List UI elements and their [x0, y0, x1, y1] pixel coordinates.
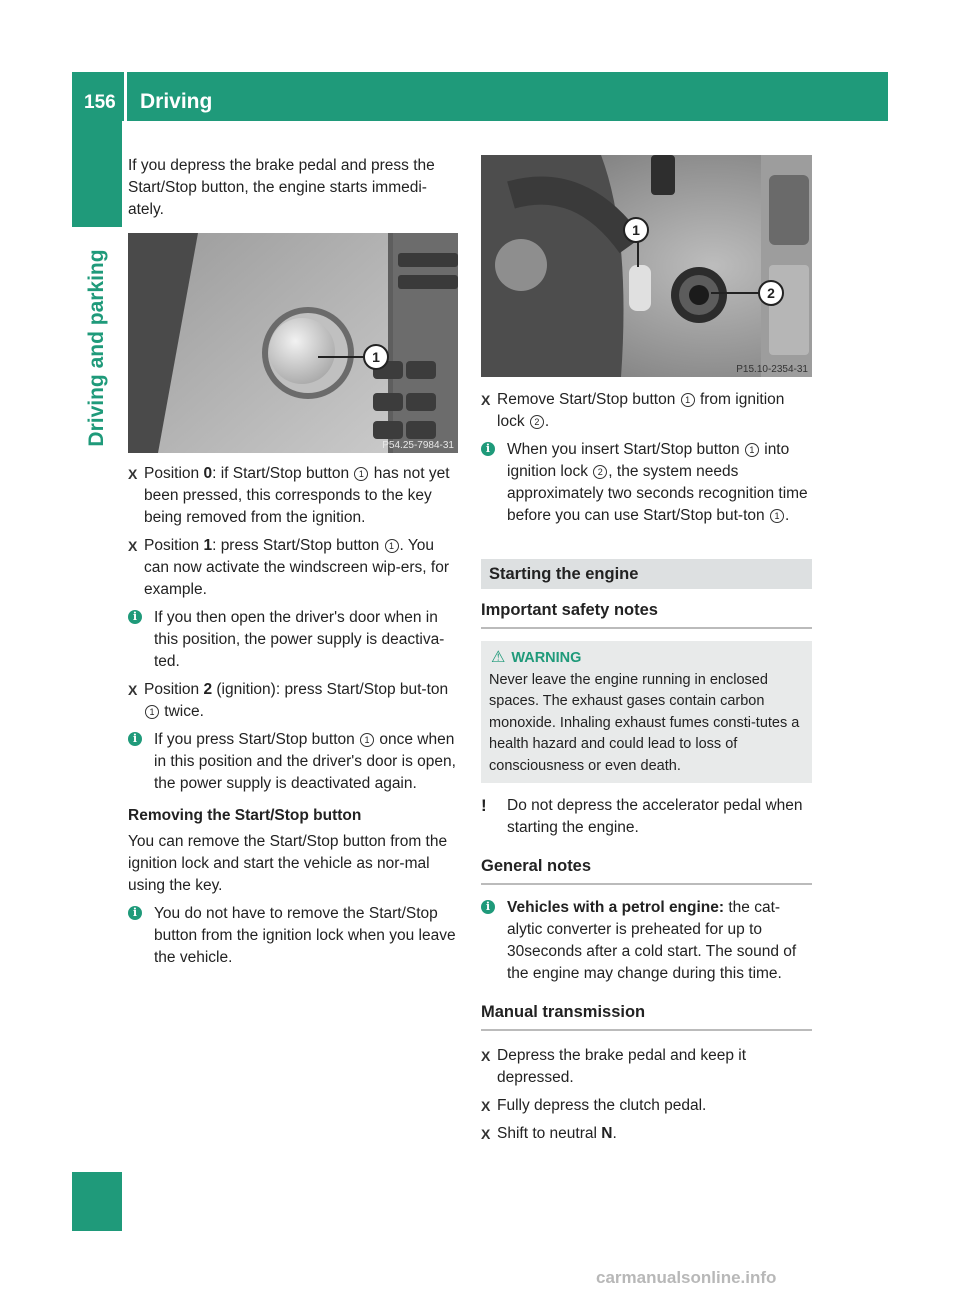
removing-text: You can remove the Start/Stop button from the ignition lock and start the vehicle as nor-mal using the key. [128, 833, 448, 894]
callout-1-icon: 1 [745, 443, 759, 457]
step-marker-icon: X [481, 1048, 491, 1064]
figure2-callout-2-label: 2 [767, 285, 775, 301]
info-petrol-engine: i Vehicles with a petrol engine: the cat-alytic converter is preheated for up to 30seconds after a cold start. The sound of the engine may change during this time. [481, 897, 812, 985]
step-position-0: X Position 0: if Start/Stop button 1 has not yet been pressed, this corresponds to the key being removed from the ignition. [128, 465, 450, 526]
header-separator [124, 72, 127, 121]
info-note-2: i If you press Start/Stop button 1 once when in this position and the driver's door is open, the power supply is deactivated again. [128, 729, 460, 795]
step-position-2: X Position 2 (ignition): press Start/Stop but-ton 1 twice. [128, 681, 449, 720]
figure1-code: P54.25-7984-31 [382, 440, 454, 451]
manual-heading: Manual transmission [481, 991, 812, 1031]
callout-2-icon: 2 [593, 465, 607, 479]
step-position-1: X Position 1: press Start/Stop button 1 . You can now activate the windscreen wip-ers, for example. [128, 537, 449, 598]
info-icon: i [128, 906, 142, 920]
info-icon: i [481, 900, 495, 914]
info-insert-button: i When you insert Start/Stop button 1 into ignition lock 2 , the system needs approximately two seconds recognition time before you can use Start/Stop but-ton 1 . [481, 439, 812, 527]
figure-ignition-lock [481, 155, 812, 377]
info-note-1: i If you then open the driver's door when in this position, the power supply is deactiva-ted. [128, 607, 460, 673]
side-tab [72, 248, 122, 448]
manual-step-3: X Shift to neutral N. [481, 1123, 812, 1145]
side-tab-marker [72, 121, 122, 227]
caution-note: ! Do not depress the accelerator pedal when starting the engine. [481, 796, 803, 836]
callout-1-icon: 1 [354, 467, 368, 481]
step-marker-icon: X [481, 1126, 491, 1142]
callout-1-icon: 1 [385, 539, 399, 553]
step-marker-icon: X [128, 538, 138, 554]
right-column [481, 155, 812, 1151]
figure2-code: P15.10-2354-31 [736, 364, 808, 375]
safety-heading: Important safety notes [481, 589, 812, 629]
side-tab-block [72, 1172, 122, 1231]
exclamation-icon: ! [481, 796, 487, 815]
callout-2-icon: 2 [530, 415, 544, 429]
figure-start-stop-button [128, 233, 458, 453]
step-marker-icon: X [481, 392, 491, 408]
side-tab-label: Driving and parking [85, 249, 108, 447]
general-heading: General notes [481, 845, 812, 885]
step-marker-icon: X [128, 682, 138, 698]
figure2-callout-1-label: 1 [632, 222, 640, 238]
info-icon: i [128, 610, 142, 624]
section-title: Starting the engine [481, 559, 812, 589]
intro-text: If you depress the brake pedal and press the Start/Stop button, the engine starts immedi-ately. [128, 157, 435, 218]
callout-1-icon: 1 [145, 705, 159, 719]
callout-1-icon: 1 [681, 393, 695, 407]
figure1-callout-label: 1 [372, 349, 380, 365]
warning-text: Never leave the engine running in enclosed spaces. The exhaust gases contain carbon monoxide. Inhaling exhaust fumes consti-tutes a health hazard and could lead to loss of consciousness or even death. [489, 671, 800, 774]
manual-step-2: X Fully depress the clutch pedal. [481, 1095, 812, 1117]
left-column [128, 155, 460, 975]
callout-1-icon: 1 [770, 509, 784, 523]
callout-1-icon: 1 [360, 733, 374, 747]
step-marker-icon: X [481, 1098, 491, 1114]
watermark: carmanualsonline.info [596, 1268, 777, 1287]
warning-icon: ⚠ [491, 649, 506, 666]
info-icon: i [128, 732, 142, 746]
info-icon: i [481, 442, 495, 456]
removing-heading: Removing the Start/Stop button [128, 807, 362, 824]
warning-title: WARNING [511, 650, 582, 666]
manual-step-1: X Depress the brake pedal and keep it depressed. [481, 1047, 747, 1086]
step-remove-button: X Remove Start/Stop button 1 from ignition lock 2 . [481, 391, 785, 430]
info-note-3: i You do not have to remove the Start/Stop button from the ignition lock when you leave the vehicle. [128, 903, 460, 969]
step-marker-icon: X [128, 466, 138, 482]
page-title: Driving [140, 90, 213, 113]
page-number: 156 [84, 92, 116, 113]
warning-box [481, 641, 812, 783]
